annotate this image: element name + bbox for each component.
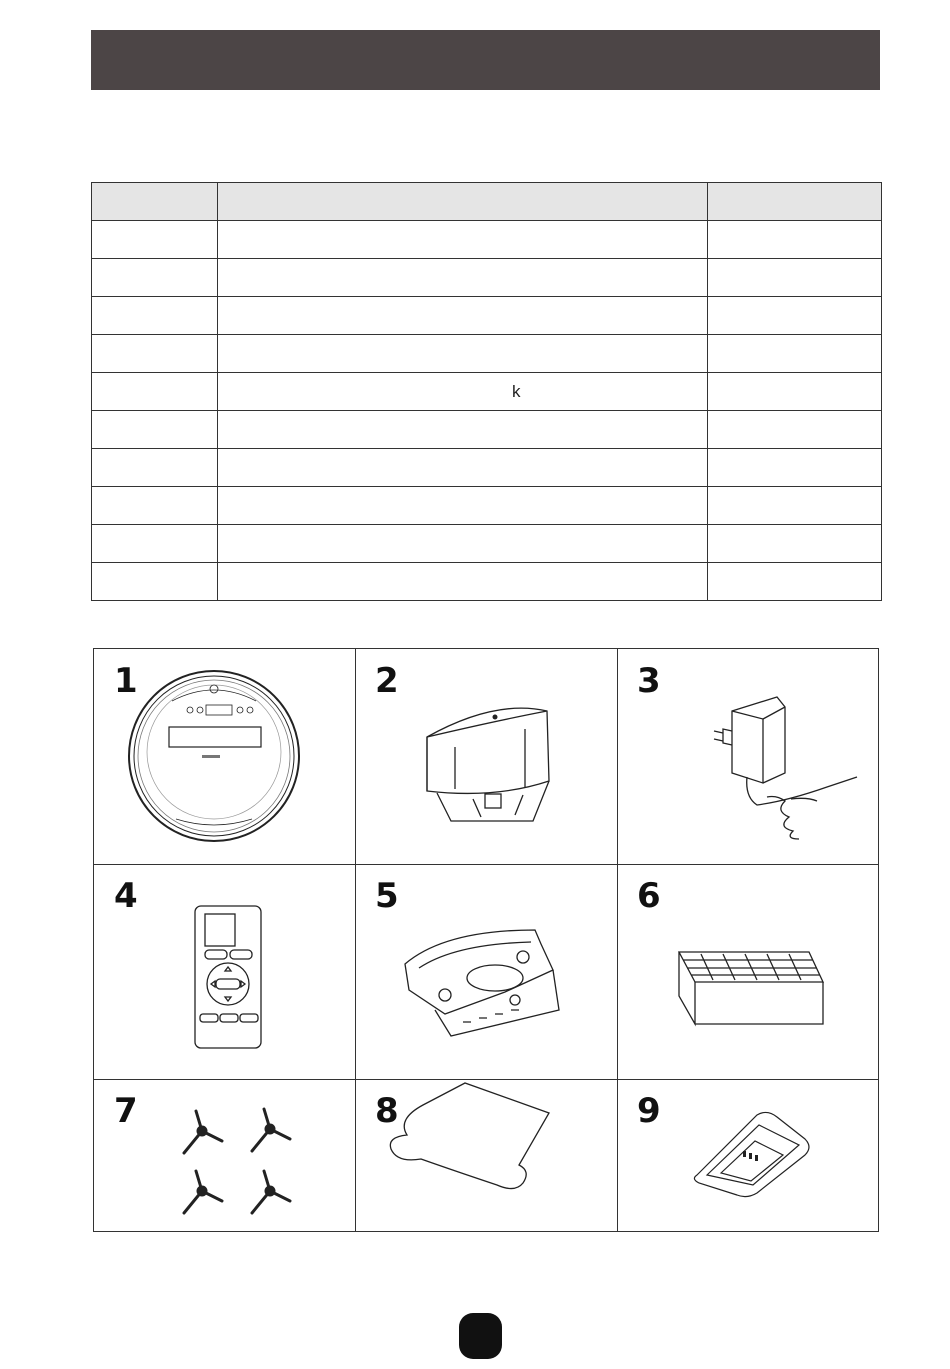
table-cell — [218, 297, 708, 335]
table-cell — [708, 563, 882, 601]
table-cell — [92, 297, 218, 335]
table-cell — [218, 221, 708, 259]
item-cell — [617, 1079, 880, 1233]
item-number: 2 — [375, 661, 398, 701]
table-row — [92, 563, 882, 601]
item-number: 4 — [114, 876, 137, 916]
table-cell — [708, 259, 882, 297]
item-number: 6 — [637, 876, 660, 916]
table-header-cell — [708, 183, 882, 221]
section-header-bar — [91, 30, 880, 90]
table-row — [92, 373, 882, 411]
table-cell — [92, 411, 218, 449]
table-row — [92, 221, 882, 259]
item-number: 9 — [637, 1091, 660, 1131]
table-row — [92, 525, 882, 563]
table-cell — [92, 563, 218, 601]
table-row — [92, 411, 882, 449]
table-cell — [708, 335, 882, 373]
table-cell — [92, 221, 218, 259]
charging-dock-icon — [355, 649, 617, 864]
item-cell — [355, 1079, 617, 1233]
table-header-cell — [92, 183, 218, 221]
power-adapter-icon — [617, 649, 880, 864]
item-cell — [94, 1079, 355, 1233]
robot-vacuum-icon — [94, 649, 355, 864]
table-cell — [708, 487, 882, 525]
side-brushes-icon — [94, 1079, 355, 1233]
table-cell — [218, 259, 708, 297]
boundary-mat-icon — [355, 1079, 617, 1233]
item-number: 1 — [114, 661, 137, 701]
parts-table — [91, 182, 882, 601]
table-header-cell — [218, 183, 708, 221]
item-cell — [617, 864, 880, 1079]
table-cell — [708, 411, 882, 449]
item-number: 7 — [114, 1091, 137, 1131]
table-cell — [218, 563, 708, 601]
table-cell — [92, 259, 218, 297]
item-number: 8 — [375, 1091, 398, 1131]
table-row — [92, 449, 882, 487]
page-number-badge — [459, 1313, 502, 1359]
table-cell — [218, 449, 708, 487]
accessories-grid — [93, 648, 879, 1232]
table-cell — [218, 335, 708, 373]
table-row — [92, 297, 882, 335]
table-cell — [708, 373, 882, 411]
table-cell — [708, 449, 882, 487]
table-header-row — [92, 183, 882, 221]
table-row — [92, 487, 882, 525]
item-cell — [94, 649, 355, 864]
dock-base-icon — [355, 864, 617, 1079]
table-cell — [708, 525, 882, 563]
item-cell — [355, 864, 617, 1079]
table-cell — [92, 525, 218, 563]
item-number: 3 — [637, 661, 660, 701]
item-cell — [355, 649, 617, 864]
table-row — [92, 335, 882, 373]
table-cell — [708, 297, 882, 335]
cleaning-cloth-icon — [617, 1079, 880, 1233]
table-row — [92, 259, 882, 297]
table-cell: k — [218, 373, 708, 411]
filter-icon — [617, 864, 880, 1079]
table-cell — [92, 449, 218, 487]
table-cell — [218, 411, 708, 449]
item-cell — [94, 864, 355, 1079]
table-cell — [92, 373, 218, 411]
table-cell — [92, 335, 218, 373]
table-cell — [218, 487, 708, 525]
table-cell — [92, 487, 218, 525]
item-cell — [617, 649, 880, 864]
table-cell — [708, 221, 882, 259]
item-number: 5 — [375, 876, 398, 916]
remote-control-icon — [94, 864, 355, 1079]
table-cell — [218, 525, 708, 563]
